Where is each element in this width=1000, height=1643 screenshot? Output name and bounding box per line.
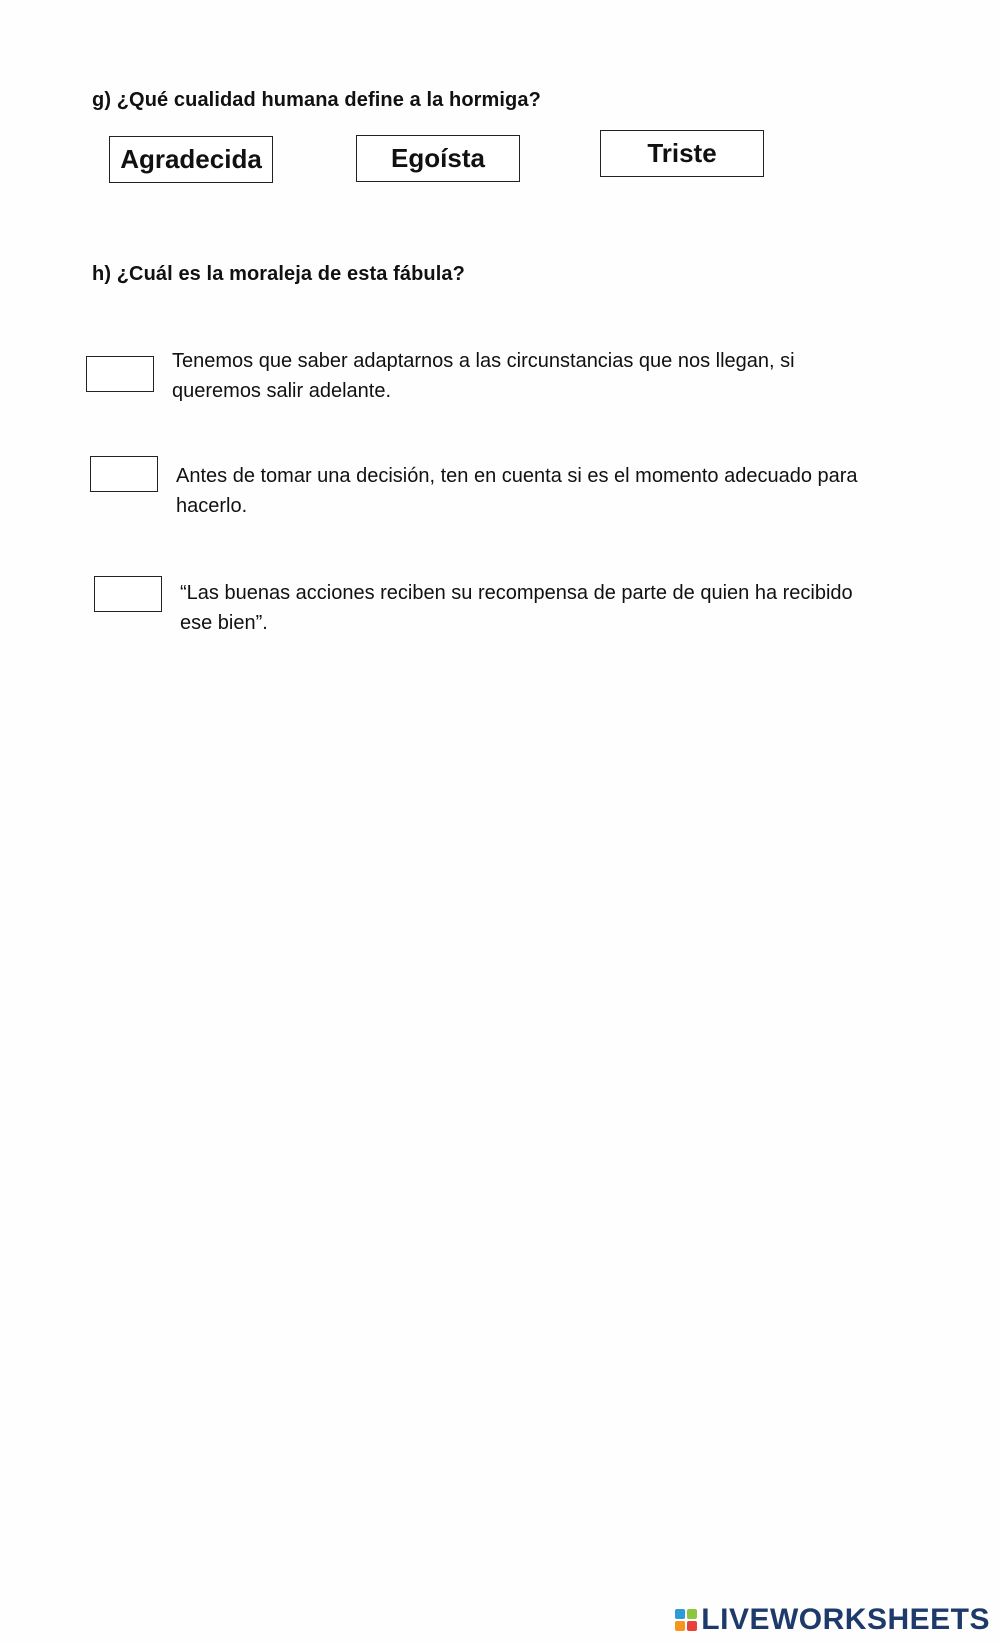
choice-label: Egoísta xyxy=(391,143,485,173)
moral-option-2-text xyxy=(176,461,896,521)
liveworksheets-logo xyxy=(675,1603,990,1637)
choice-egoista[interactable] xyxy=(356,135,520,182)
choice-agradecida[interactable] xyxy=(109,136,273,183)
option-line: hacerlo. xyxy=(176,495,248,517)
logo-square xyxy=(687,1621,697,1631)
moral-option-3-text xyxy=(180,578,900,638)
choice-label: Triste xyxy=(647,138,717,168)
logo-square xyxy=(687,1609,697,1619)
logo-text: LIVEWORKSHEETS xyxy=(701,1603,990,1636)
moral-option-3-checkbox[interactable] xyxy=(94,576,162,612)
logo-square xyxy=(675,1609,685,1619)
option-line: Tenemos que saber adaptarnos a las circunstancias que nos llegan, si xyxy=(172,350,795,372)
option-line: “Las buenas acciones reciben su recompensa de parte de quien ha recibido xyxy=(180,582,853,604)
option-line: Antes de tomar una decisión, ten en cuenta si es el momento adecuado para xyxy=(176,465,858,487)
moral-option-1-checkbox[interactable] xyxy=(86,356,154,392)
logo-square xyxy=(675,1621,685,1631)
logo-grid-icon xyxy=(675,1609,697,1631)
choice-label: Agradecida xyxy=(120,144,262,174)
option-line: ese bien”. xyxy=(180,612,268,634)
option-line: queremos salir adelante. xyxy=(172,380,392,402)
choice-triste[interactable] xyxy=(600,130,764,177)
moral-option-2-checkbox[interactable] xyxy=(90,456,158,492)
question-g-text: g) ¿Qué cualidad humana define a la hormiga? xyxy=(92,89,541,111)
question-h-text: h) ¿Cuál es la moraleja de esta fábula? xyxy=(92,263,465,285)
moral-option-1-text xyxy=(172,346,892,406)
